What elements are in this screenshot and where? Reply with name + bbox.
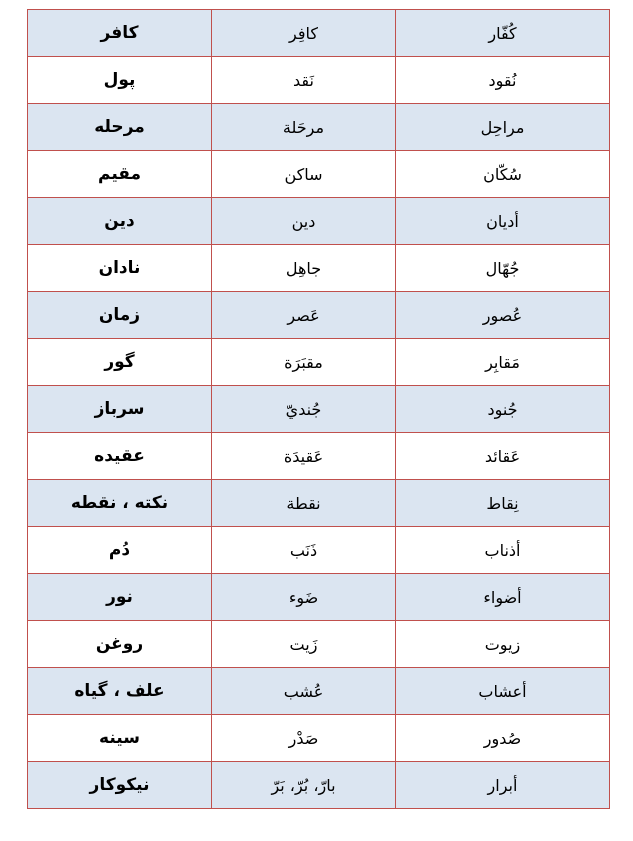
singular-word-cell: عَقیدَة [212, 433, 396, 480]
singular-word-cell: عُشب [212, 668, 396, 715]
table-row [28, 621, 610, 668]
persian-meaning-cell: دین [28, 198, 212, 245]
singular-word-cell: جاهِل [212, 245, 396, 292]
singular-word-cell: نَقد [212, 57, 396, 104]
singular-word-cell: ضَوء [212, 574, 396, 621]
table-row [28, 339, 610, 386]
persian-meaning-cell: کافر [28, 10, 212, 57]
persian-meaning-cell: مقیم [28, 151, 212, 198]
persian-meaning-cell: علف ، گیاه [28, 668, 212, 715]
persian-meaning-cell: سینه [28, 715, 212, 762]
singular-word-cell: جُنديّ [212, 386, 396, 433]
persian-meaning-cell: مرحله [28, 104, 212, 151]
table-row [28, 245, 610, 292]
table-row [28, 762, 610, 809]
persian-meaning-cell: روغن [28, 621, 212, 668]
table-row [28, 715, 610, 762]
table-row [28, 292, 610, 339]
table-row [28, 527, 610, 574]
table-row [28, 151, 610, 198]
table-row [28, 104, 610, 151]
persian-meaning-cell: نادان [28, 245, 212, 292]
singular-word-cell: صَدْر [212, 715, 396, 762]
singular-word-cell: ساکن [212, 151, 396, 198]
singular-word-cell: دین [212, 198, 396, 245]
plural-word-cell: عَقائد [396, 433, 610, 480]
plural-word-cell: سُکّان [396, 151, 610, 198]
table-row [28, 480, 610, 527]
plural-word-cell: مَقابِر [396, 339, 610, 386]
table-row [28, 433, 610, 480]
persian-meaning-cell: سرباز [28, 386, 212, 433]
persian-meaning-cell: عقیده [28, 433, 212, 480]
table-body [28, 10, 610, 809]
persian-meaning-cell: گور [28, 339, 212, 386]
persian-meaning-cell: زمان [28, 292, 212, 339]
plural-word-cell: جُنود [396, 386, 610, 433]
plural-word-cell: أبرار [396, 762, 610, 809]
persian-meaning-cell: نیکوکار [28, 762, 212, 809]
plural-word-cell: أضواء [396, 574, 610, 621]
persian-meaning-cell: نور [28, 574, 212, 621]
singular-word-cell: کافِر [212, 10, 396, 57]
singular-word-cell: بارّ، بُرّ، بَرّ [212, 762, 396, 809]
plural-word-cell: أذناب [396, 527, 610, 574]
singular-word-cell: مرحَلة [212, 104, 396, 151]
table-row [28, 574, 610, 621]
plural-word-cell: جُهّال [396, 245, 610, 292]
persian-meaning-cell: پول [28, 57, 212, 104]
plural-word-cell: أعشاب [396, 668, 610, 715]
table-row [28, 386, 610, 433]
table-row [28, 57, 610, 104]
vocabulary-table [27, 9, 610, 809]
plural-word-cell: زیوت [396, 621, 610, 668]
table-row [28, 198, 610, 245]
singular-word-cell: عَصر [212, 292, 396, 339]
singular-word-cell: زَیت [212, 621, 396, 668]
singular-word-cell: ذَنَب [212, 527, 396, 574]
singular-word-cell: مقبَرَة [212, 339, 396, 386]
persian-meaning-cell: نکته ، نقطه [28, 480, 212, 527]
plural-word-cell: أدیان [396, 198, 610, 245]
persian-meaning-cell: دُم [28, 527, 212, 574]
plural-word-cell: کُفّار [396, 10, 610, 57]
table-row [28, 668, 610, 715]
plural-word-cell: نُقود [396, 57, 610, 104]
plural-word-cell: مراحِل [396, 104, 610, 151]
plural-word-cell: عُصور [396, 292, 610, 339]
singular-word-cell: نقطة [212, 480, 396, 527]
plural-word-cell: نِقاط [396, 480, 610, 527]
plural-word-cell: صُدور [396, 715, 610, 762]
table-row [28, 10, 610, 57]
